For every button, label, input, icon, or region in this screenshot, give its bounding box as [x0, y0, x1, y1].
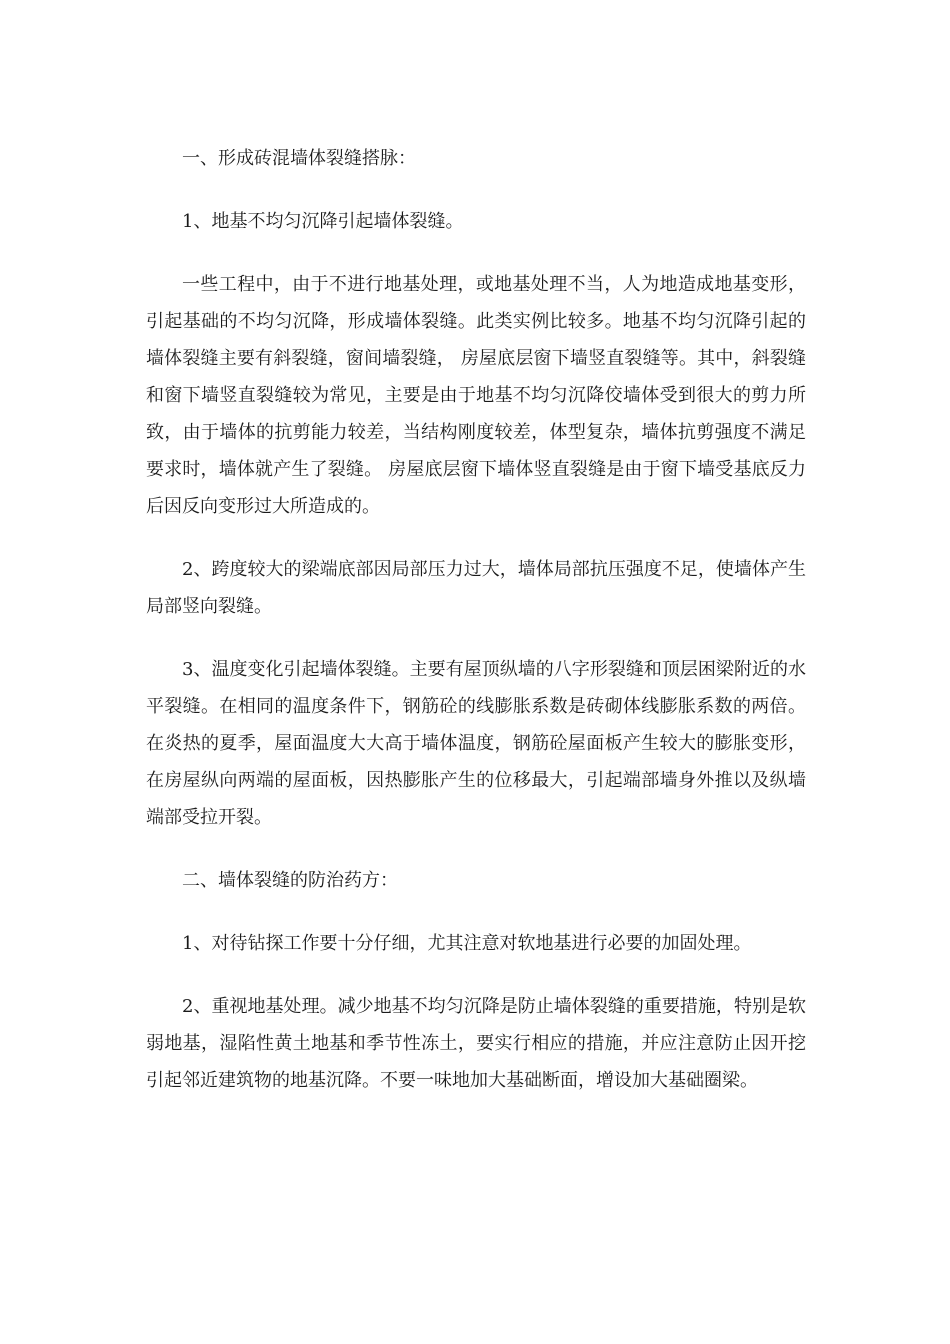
cause-2-paragraph: 2、跨度较大的梁端底部因局部压力过大，墙体局部抗压强度不足，使墙体产生局部竖向裂缝。 — [146, 559, 806, 617]
document-body — [146, 140, 806, 1125]
cause-1-title: 1、地基不均匀沉降引起墙体裂缝。 — [182, 211, 464, 232]
prevention-2-paragraph: 2、重视地基处理。减少地基不均匀沉降是防止墙体裂缝的重要措施，特别是软弱地基，湿陷性黄土地基和季节性冻土，要实行相应的措施，并应注意防止因开挖引起邻近建筑物的地基沉降。不要一味地加大基础断面，增设加大基础圈梁。 — [146, 996, 806, 1091]
section-heading-prevention: 二、墙体裂缝的防治药方： — [182, 870, 398, 891]
cause-1-paragraph: 一些工程中，由于不进行地基处理，或地基处理不当，人为地造成地基变形，引起基础的不均匀沉降，形成墙体裂缝。此类实例比较多。地基不均匀沉降引起的墙体裂缝主要有斜裂缝，窗间墙裂缝， 房屋底层窗下墙竖直裂缝等。其中，斜裂缝和窗下墙竖直裂缝较为常见，主要是由于地基不均匀沉降佼墙体受到很大的剪力所致，由于墙体的抗剪能力较差，当结构刚度较差，体型复杂，墙体抗剪强度不满足要求时，墙体就产生了裂缝。 房屋底层窗下墙体竖直裂缝是由于窗下墙受基底反力后因反向变形过大所造成的。 — [146, 274, 806, 517]
prevention-1-paragraph: 1、对待钻探工作要十分仔细，尤其注意对软地基进行必要的加固处理。 — [182, 933, 752, 954]
section-heading-causes: 一、形成砖混墙体裂缝搭脉： — [182, 148, 416, 169]
cause-3-paragraph: 3、温度变化引起墙体裂缝。主要有屋顶纵墙的八字形裂缝和顶层困梁附近的水平裂缝。在相同的温度条件下，钢筋砼的线膨胀系数是砖砌体线膨胀系数的两倍。在炎热的夏季，屋面温度大大高于墙体温度，钢筋砼屋面板产生较大的膨胀变形，在房屋纵向两端的屋面板，因热膨胀产生的位移最大，引起端部墙身外推以及纵墙端部受拉开裂。 — [146, 659, 806, 828]
